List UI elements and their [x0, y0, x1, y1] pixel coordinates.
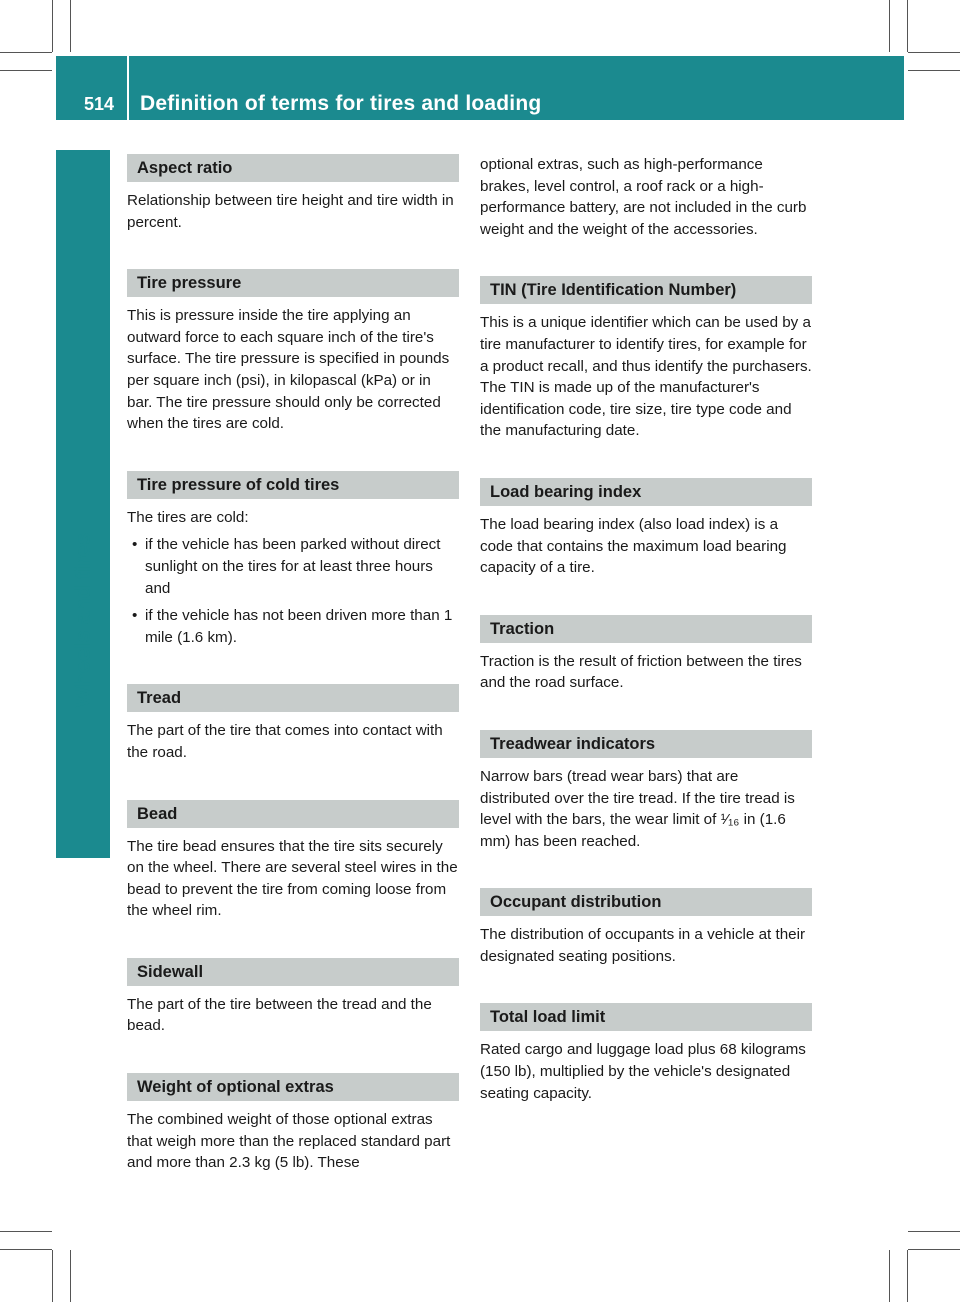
section-bead [127, 800, 459, 922]
section-total-load [480, 1003, 812, 1104]
bullet-list [127, 534, 459, 648]
chapter-tab-label: Wheels and tires [70, 532, 95, 708]
section-heading: Load bearing index [480, 478, 812, 506]
section-heading: Weight of optional extras [127, 1073, 459, 1101]
section-tread [127, 684, 459, 763]
bullet-item: • if the vehicle has not been driven more than 1 mile (1.6 km). [127, 605, 459, 648]
section-traction [480, 615, 812, 694]
section-sidewall [127, 958, 459, 1037]
section-treadwear [480, 730, 812, 852]
section-heading: Tire pressure [127, 269, 459, 297]
section-tire-pressure [127, 269, 459, 435]
section-body: Relationship between tire height and tire width in percent. [127, 192, 454, 231]
section-body: This is a unique identifier which can be used by a tire manufacturer to identify tires, for example for a product recall, and thus identify the purchasers. The TIN is made up of the manufacturer's identification code, tire size, tire type code and the manufacturing date. [480, 314, 812, 440]
section-body: Traction is the result of friction between the tires and the road surface. [480, 652, 802, 692]
page-number: 514 [84, 94, 115, 114]
section-body: The combined weight of those optional extras that weigh more than the replaced standard part and more than 2.3 kg (5 lb). These [127, 1111, 451, 1172]
crop-mark [0, 70, 52, 71]
section-load-index [480, 478, 812, 579]
page-title: Definition of terms for tires and loading [140, 92, 542, 115]
section-heading: TIN (Tire Identification Number) [480, 276, 812, 304]
section-heading: Tread [127, 684, 459, 712]
section-heading: Bead [127, 800, 459, 828]
section-tin [480, 276, 812, 442]
section-body: The tire bead ensures that the tire sits securely on the wheel. There are several steel wires in the bead to prevent the tire from coming loose from the wheel rim. [127, 837, 458, 920]
crop-mark [0, 52, 52, 53]
section-heading: Tire pressure of cold tires [127, 471, 459, 499]
section-body: The load bearing index (also load index) is a code that contains the maximum load bearing capacity of a tire. [480, 515, 787, 577]
section-body: The part of the tire that comes into contact with the road. [127, 722, 443, 761]
section-intro: The tires are cold: [127, 508, 249, 526]
left-column [127, 154, 459, 1210]
section-heading: Treadwear indicators [480, 730, 812, 758]
section-body: Narrow bars (tread wear bars) that are distributed over the tire tread. If the tire tread is level with the bars, the wear limit of ¹⁄₁₆ in (1.6 mm) has been reached. [480, 767, 795, 850]
crop-mark [70, 0, 71, 52]
crop-mark [907, 0, 908, 52]
section-heading: Aspect ratio [127, 154, 459, 182]
section-heading: Sidewall [127, 958, 459, 986]
crop-mark [908, 52, 960, 53]
right-column [480, 154, 812, 1140]
section-body: Rated cargo and luggage load plus 68 kilograms (150 lb), multiplied by the vehicle's designated seating capacity. [480, 1041, 806, 1102]
crop-mark [908, 1249, 960, 1250]
section-aspect-ratio [127, 154, 459, 233]
section-heading: Occupant distribution [480, 888, 812, 916]
crop-mark [889, 0, 890, 52]
section-heading: Total load limit [480, 1003, 812, 1031]
section-optional-extras-continued [480, 154, 812, 240]
section-occupant [480, 888, 812, 967]
crop-mark [52, 1250, 53, 1302]
section-heading: Traction [480, 615, 812, 643]
section-body: The distribution of occupants in a vehicle at their designated seating positions. [480, 926, 806, 965]
crop-mark [0, 1231, 52, 1232]
chapter-tab [56, 150, 110, 858]
crop-mark [52, 0, 53, 52]
crop-mark [889, 1250, 890, 1302]
crop-mark [908, 1231, 960, 1232]
bullet-item: • if the vehicle has been parked without direct sunlight on the tires for at least three hours and [127, 534, 459, 599]
section-body: This is pressure inside the tire applying an outward force to each square inch of the tire's surface. The tire pressure is specified in pounds per square inch (psi), in kilopascal (kPa) or in bar. The tire pressure should only be corrected when the tires are cold. [127, 307, 450, 433]
section-body: The part of the tire between the tread and the bead. [127, 995, 432, 1035]
section-optional-extras [127, 1073, 459, 1174]
section-cold-tires [127, 471, 459, 649]
crop-mark [70, 1250, 71, 1302]
header-divider [127, 56, 129, 120]
crop-mark [907, 1250, 908, 1302]
crop-mark [0, 1249, 52, 1250]
section-body-continued: optional extras, such as high-performance brakes, level control, a roof rack or a high-performance battery, are not included in the curb weight and the weight of the accessories. [480, 156, 807, 238]
crop-mark [908, 70, 960, 71]
